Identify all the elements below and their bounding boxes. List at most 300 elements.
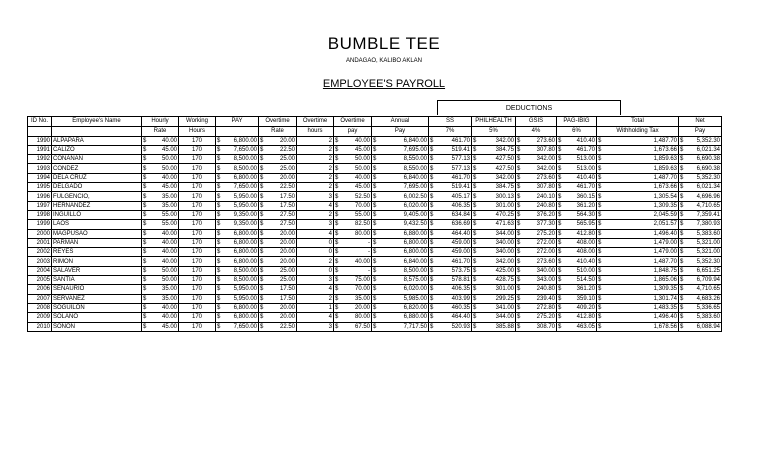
col-subheader xyxy=(28,126,52,136)
pagibig-cell: $ 408.00 xyxy=(557,238,597,247)
philhealth-cell: $ 301.00 xyxy=(472,201,516,210)
ss-cell: $ 577.13 xyxy=(429,164,472,173)
col-header: Total xyxy=(597,117,679,127)
gsis-cell: $ 342.00 xyxy=(516,164,557,173)
ss-cell: $ 577.13 xyxy=(429,155,472,164)
pagibig-cell: $ 359.10 xyxy=(557,294,597,303)
net-pay-cell: $ 6,651.25 xyxy=(679,266,722,275)
name-cell: DELGADO xyxy=(52,183,142,192)
overtime-hours-cell: 3 xyxy=(297,322,334,331)
table-row xyxy=(28,322,722,331)
pay-cell: $ 6,800.00 xyxy=(216,229,259,238)
overtime-rate-cell: $ 27.50 xyxy=(259,210,297,219)
overtime-rate-cell: $ 17.50 xyxy=(259,294,297,303)
col-header: PAY xyxy=(216,117,259,127)
total-tax-cell: $ 1,496.40 xyxy=(597,313,679,322)
ss-cell: $ 519.41 xyxy=(429,145,472,154)
ss-cell: $ 636.69 xyxy=(429,220,472,229)
total-tax-cell: $ 1,487.70 xyxy=(597,136,679,145)
overtime-pay-cell: $ 50.00 xyxy=(334,164,372,173)
hourly-rate-cell: $ 50.00 xyxy=(142,155,179,164)
working-hours-cell: 170 xyxy=(179,303,216,312)
overtime-hours-cell: 2 xyxy=(297,183,334,192)
hourly-rate-cell: $ 35.00 xyxy=(142,294,179,303)
col-subheader: Hours xyxy=(179,126,216,136)
name-cell: SENAURIO xyxy=(52,285,142,294)
name-cell: SONON xyxy=(52,322,142,331)
hourly-rate-cell: $ 40.00 xyxy=(142,248,179,257)
col-subheader: 7% xyxy=(429,126,472,136)
net-pay-cell: $ 4,710.65 xyxy=(679,285,722,294)
annual-pay-cell: $ 8,500.00 xyxy=(372,266,429,275)
table-row xyxy=(28,210,722,219)
pay-cell: $ 8,500.00 xyxy=(216,155,259,164)
id-cell: 2001 xyxy=(28,238,52,247)
pagibig-cell: $ 513.00 xyxy=(557,164,597,173)
total-tax-cell: $ 1,309.35 xyxy=(597,201,679,210)
total-tax-cell: $ 1,496.40 xyxy=(597,229,679,238)
net-pay-cell: $ 5,336.65 xyxy=(679,303,722,312)
col-subheader: Pay xyxy=(679,126,722,136)
ss-cell: $ 405.17 xyxy=(429,192,472,201)
ss-cell: $ 461.70 xyxy=(429,136,472,145)
working-hours-cell: 170 xyxy=(179,257,216,266)
pagibig-cell: $ 410.40 xyxy=(557,136,597,145)
philhealth-cell: $ 344.00 xyxy=(472,229,516,238)
name-cell: LAOS xyxy=(52,220,142,229)
overtime-rate-cell: $ 17.50 xyxy=(259,285,297,294)
name-cell: CONDEZ xyxy=(52,164,142,173)
id-cell: 2008 xyxy=(28,303,52,312)
id-cell: 1998 xyxy=(28,210,52,219)
pay-cell: $ 8,500.00 xyxy=(216,164,259,173)
annual-pay-cell: $ 6,840.00 xyxy=(372,173,429,182)
pagibig-cell: $ 408.00 xyxy=(557,248,597,257)
pay-cell: $ 7,650.00 xyxy=(216,322,259,331)
overtime-pay-cell: $ 40.00 xyxy=(334,257,372,266)
overtime-hours-cell: 4 xyxy=(297,313,334,322)
pagibig-cell: $ 412.80 xyxy=(557,313,597,322)
col-header: Employee's Name xyxy=(52,117,142,127)
hourly-rate-cell: $ 55.00 xyxy=(142,210,179,219)
annual-pay-cell: $ 6,020.00 xyxy=(372,201,429,210)
working-hours-cell: 170 xyxy=(179,183,216,192)
philhealth-cell: $ 425.00 xyxy=(472,266,516,275)
total-tax-cell: $ 1,301.74 xyxy=(597,294,679,303)
working-hours-cell: 170 xyxy=(179,276,216,285)
id-cell: 2010 xyxy=(28,322,52,331)
table-row xyxy=(28,155,722,164)
ss-cell: $ 520.93 xyxy=(429,322,472,331)
id-cell: 1996 xyxy=(28,192,52,201)
pay-cell: $ 6,800.00 xyxy=(216,136,259,145)
company-name: BUMBLE TEE xyxy=(327,34,441,53)
pay-cell: $ 5,950.00 xyxy=(216,201,259,210)
table-row xyxy=(28,294,722,303)
col-subheader: 4% xyxy=(516,126,557,136)
working-hours-cell: 170 xyxy=(179,155,216,164)
gsis-cell: $ 272.00 xyxy=(516,248,557,257)
gsis-cell: $ 342.00 xyxy=(516,155,557,164)
overtime-rate-cell: $ 20.00 xyxy=(259,229,297,238)
table-row xyxy=(28,173,722,182)
gsis-cell: $ 377.30 xyxy=(516,220,557,229)
table-row xyxy=(28,238,722,247)
gsis-cell: $ 307.80 xyxy=(516,183,557,192)
id-cell: 1999 xyxy=(28,220,52,229)
col-subheader: Rate xyxy=(142,126,179,136)
net-pay-cell: $ 5,321.00 xyxy=(679,248,722,257)
hourly-rate-cell: $ 35.00 xyxy=(142,285,179,294)
col-header: PAG-IBIG xyxy=(557,117,597,127)
pagibig-cell: $ 410.40 xyxy=(557,257,597,266)
pay-cell: $ 8,500.00 xyxy=(216,266,259,275)
overtime-hours-cell: 4 xyxy=(297,285,334,294)
philhealth-cell: $ 344.00 xyxy=(472,313,516,322)
net-pay-cell: $ 7,380.93 xyxy=(679,220,722,229)
col-header: GSIS xyxy=(516,117,557,127)
ss-cell: $ 578.81 xyxy=(429,276,472,285)
col-header: Working xyxy=(179,117,216,127)
net-pay-cell: $ 6,690.38 xyxy=(679,155,722,164)
gsis-cell: $ 273.60 xyxy=(516,173,557,182)
name-cell: RIMON xyxy=(52,257,142,266)
annual-pay-cell: $ 6,880.00 xyxy=(372,313,429,322)
col-header: Net xyxy=(679,117,722,127)
ss-cell: $ 459.00 xyxy=(429,248,472,257)
total-tax-cell: $ 1,487.70 xyxy=(597,257,679,266)
overtime-hours-cell: 2 xyxy=(297,173,334,182)
table-row xyxy=(28,201,722,210)
philhealth-cell: $ 340.00 xyxy=(472,238,516,247)
working-hours-cell: 170 xyxy=(179,145,216,154)
col-subheader: 6% xyxy=(557,126,597,136)
overtime-pay-cell: $ 70.00 xyxy=(334,201,372,210)
name-cell: SANTIA xyxy=(52,276,142,285)
overtime-pay-cell: $ 80.00 xyxy=(334,229,372,238)
table-row xyxy=(28,257,722,266)
overtime-pay-cell: $ 40.00 xyxy=(334,136,372,145)
gsis-cell: $ 308.70 xyxy=(516,322,557,331)
payroll-table xyxy=(27,116,722,332)
gsis-cell: $ 340.00 xyxy=(516,266,557,275)
overtime-hours-cell: 2 xyxy=(297,294,334,303)
pagibig-cell: $ 565.95 xyxy=(557,220,597,229)
hourly-rate-cell: $ 50.00 xyxy=(142,266,179,275)
gsis-cell: $ 272.80 xyxy=(516,303,557,312)
col-subheader: 5% xyxy=(472,126,516,136)
table-row xyxy=(28,285,722,294)
overtime-hours-cell: 0 xyxy=(297,266,334,275)
ss-cell: $ 634.84 xyxy=(429,210,472,219)
overtime-rate-cell: $ 20.00 xyxy=(259,313,297,322)
annual-pay-cell: $ 6,800.00 xyxy=(372,238,429,247)
net-pay-cell: $ 6,088.94 xyxy=(679,322,722,331)
net-pay-cell: $ 5,352.30 xyxy=(679,257,722,266)
annual-pay-cell: $ 7,695.00 xyxy=(372,183,429,192)
payroll-body xyxy=(28,136,722,331)
pagibig-cell: $ 412.80 xyxy=(557,229,597,238)
overtime-pay-cell: $ 70.00 xyxy=(334,285,372,294)
hourly-rate-cell: $ 45.00 xyxy=(142,145,179,154)
total-tax-cell: $ 1,305.54 xyxy=(597,192,679,201)
gsis-cell: $ 273.60 xyxy=(516,257,557,266)
overtime-pay-cell: $ 20.00 xyxy=(334,303,372,312)
pay-cell: $ 6,800.00 xyxy=(216,313,259,322)
annual-pay-cell: $ 9,432.50 xyxy=(372,220,429,229)
gsis-cell: $ 275.20 xyxy=(516,229,557,238)
overtime-pay-cell: $ 45.00 xyxy=(334,145,372,154)
overtime-rate-cell: $ 17.50 xyxy=(259,201,297,210)
hourly-rate-cell: $ 40.00 xyxy=(142,303,179,312)
col-subheader xyxy=(52,126,142,136)
col-header: Overtime xyxy=(334,117,372,127)
name-cell: DELA CRUZ xyxy=(52,173,142,182)
id-cell: 1991 xyxy=(28,145,52,154)
working-hours-cell: 170 xyxy=(179,210,216,219)
hourly-rate-cell: $ 40.00 xyxy=(142,257,179,266)
pagibig-cell: $ 361.20 xyxy=(557,285,597,294)
col-header: SS xyxy=(429,117,472,127)
table-row xyxy=(28,145,722,154)
overtime-hours-cell: 2 xyxy=(297,210,334,219)
overtime-hours-cell: 0 xyxy=(297,248,334,257)
overtime-pay-cell: $ 67.50 xyxy=(334,322,372,331)
name-cell: CALIZO xyxy=(52,145,142,154)
working-hours-cell: 170 xyxy=(179,285,216,294)
overtime-pay-cell: $ - xyxy=(334,238,372,247)
col-subheader: hours xyxy=(297,126,334,136)
name-cell: CONANAN xyxy=(52,155,142,164)
total-tax-cell: $ 2,051.57 xyxy=(597,220,679,229)
pagibig-cell: $ 360.15 xyxy=(557,192,597,201)
hourly-rate-cell: $ 40.00 xyxy=(142,313,179,322)
overtime-rate-cell: $ 25.00 xyxy=(259,164,297,173)
overtime-rate-cell: $ 27.50 xyxy=(259,220,297,229)
net-pay-cell: $ 4,696.96 xyxy=(679,192,722,201)
col-subheader: pay xyxy=(334,126,372,136)
gsis-cell: $ 376.20 xyxy=(516,210,557,219)
overtime-rate-cell: $ 22.50 xyxy=(259,145,297,154)
annual-pay-cell: $ 6,020.00 xyxy=(372,285,429,294)
ss-cell: $ 460.35 xyxy=(429,303,472,312)
hourly-rate-cell: $ 50.00 xyxy=(142,276,179,285)
annual-pay-cell: $ 6,840.00 xyxy=(372,257,429,266)
id-cell: 1997 xyxy=(28,201,52,210)
working-hours-cell: 170 xyxy=(179,248,216,257)
overtime-rate-cell: $ 20.00 xyxy=(259,173,297,182)
working-hours-cell: 170 xyxy=(179,164,216,173)
hourly-rate-cell: $ 45.00 xyxy=(142,322,179,331)
name-cell: SOGUILON xyxy=(52,303,142,312)
ss-cell: $ 461.70 xyxy=(429,257,472,266)
overtime-hours-cell: 1 xyxy=(297,303,334,312)
hourly-rate-cell: $ 55.00 xyxy=(142,220,179,229)
pay-cell: $ 6,800.00 xyxy=(216,303,259,312)
name-cell: SOLANO xyxy=(52,313,142,322)
id-cell: 2000 xyxy=(28,229,52,238)
name-cell: SERVANEZ xyxy=(52,294,142,303)
working-hours-cell: 170 xyxy=(179,294,216,303)
gsis-cell: $ 240.10 xyxy=(516,192,557,201)
overtime-hours-cell: 0 xyxy=(297,238,334,247)
id-cell: 2006 xyxy=(28,285,52,294)
overtime-rate-cell: $ 25.00 xyxy=(259,266,297,275)
ss-cell: $ 464.40 xyxy=(429,229,472,238)
pay-cell: $ 7,650.00 xyxy=(216,145,259,154)
total-tax-cell: $ 1,487.70 xyxy=(597,173,679,182)
philhealth-cell: $ 384.75 xyxy=(472,183,516,192)
overtime-pay-cell: $ 45.00 xyxy=(334,183,372,192)
net-pay-cell: $ 6,021.34 xyxy=(679,145,722,154)
col-subheader: Rate xyxy=(259,126,297,136)
annual-pay-cell: $ 7,717.50 xyxy=(372,322,429,331)
total-tax-cell: $ 1,673.66 xyxy=(597,145,679,154)
net-pay-cell: $ 4,710.65 xyxy=(679,201,722,210)
overtime-pay-cell: $ 80.00 xyxy=(334,313,372,322)
philhealth-cell: $ 470.25 xyxy=(472,210,516,219)
ss-cell: $ 459.00 xyxy=(429,238,472,247)
ss-cell: $ 461.70 xyxy=(429,173,472,182)
id-cell: 1992 xyxy=(28,155,52,164)
pagibig-cell: $ 510.00 xyxy=(557,266,597,275)
annual-pay-cell: $ 6,880.00 xyxy=(372,229,429,238)
table-row xyxy=(28,192,722,201)
annual-pay-cell: $ 8,550.00 xyxy=(372,155,429,164)
working-hours-cell: 170 xyxy=(179,136,216,145)
col-subheader: Pay xyxy=(372,126,429,136)
annual-pay-cell: $ 6,002.50 xyxy=(372,192,429,201)
net-pay-cell: $ 5,383.60 xyxy=(679,229,722,238)
gsis-cell: $ 343.00 xyxy=(516,276,557,285)
philhealth-cell: $ 471.63 xyxy=(472,220,516,229)
philhealth-cell: $ 384.75 xyxy=(472,145,516,154)
philhealth-cell: $ 342.00 xyxy=(472,257,516,266)
ss-cell: $ 573.75 xyxy=(429,266,472,275)
gsis-cell: $ 240.80 xyxy=(516,285,557,294)
overtime-rate-cell: $ 25.00 xyxy=(259,155,297,164)
total-tax-cell: $ 1,479.00 xyxy=(597,248,679,257)
overtime-hours-cell: 4 xyxy=(297,201,334,210)
pagibig-cell: $ 463.05 xyxy=(557,322,597,331)
col-header: PHILHEALTH xyxy=(472,117,516,127)
working-hours-cell: 170 xyxy=(179,322,216,331)
col-header: Hourly xyxy=(142,117,179,127)
company-address: ANDAGAO, KALIBO AKLAN xyxy=(345,58,423,64)
net-pay-cell: $ 5,352.30 xyxy=(679,173,722,182)
name-cell: FULGENCIO, xyxy=(52,192,142,201)
hourly-rate-cell: $ 40.00 xyxy=(142,136,179,145)
net-pay-cell: $ 5,321.00 xyxy=(679,238,722,247)
annual-pay-cell: $ 6,800.00 xyxy=(372,248,429,257)
net-pay-cell: $ 6,021.34 xyxy=(679,183,722,192)
philhealth-cell: $ 342.00 xyxy=(472,173,516,182)
hourly-rate-cell: $ 45.00 xyxy=(142,183,179,192)
overtime-rate-cell: $ 25.00 xyxy=(259,276,297,285)
ss-cell: $ 406.35 xyxy=(429,285,472,294)
philhealth-cell: $ 300.13 xyxy=(472,192,516,201)
hourly-rate-cell: $ 40.00 xyxy=(142,229,179,238)
annual-pay-cell: $ 8,575.00 xyxy=(372,276,429,285)
overtime-rate-cell: $ 20.00 xyxy=(259,303,297,312)
name-cell: ALPAPARA xyxy=(52,136,142,145)
annual-pay-cell: $ 5,985.00 xyxy=(372,294,429,303)
id-cell: 1993 xyxy=(28,164,52,173)
ss-cell: $ 519.41 xyxy=(429,183,472,192)
name-cell: MAGPUSAO xyxy=(52,229,142,238)
id-cell: 2007 xyxy=(28,294,52,303)
gsis-cell: $ 272.00 xyxy=(516,238,557,247)
name-cell: SALAVER xyxy=(52,266,142,275)
pagibig-cell: $ 564.30 xyxy=(557,210,597,219)
overtime-pay-cell: $ 55.00 xyxy=(334,210,372,219)
working-hours-cell: 170 xyxy=(179,238,216,247)
name-cell: PARMAN xyxy=(52,238,142,247)
total-tax-cell: $ 1,848.75 xyxy=(597,266,679,275)
overtime-rate-cell: $ 20.00 xyxy=(259,248,297,257)
annual-pay-cell: $ 7,695.00 xyxy=(372,145,429,154)
working-hours-cell: 170 xyxy=(179,201,216,210)
overtime-pay-cell: $ - xyxy=(334,266,372,275)
overtime-pay-cell: $ 82.50 xyxy=(334,220,372,229)
ss-cell: $ 406.35 xyxy=(429,201,472,210)
id-cell: 2003 xyxy=(28,257,52,266)
overtime-hours-cell: 2 xyxy=(297,136,334,145)
pay-cell: $ 9,350.00 xyxy=(216,220,259,229)
col-header: Annual xyxy=(372,117,429,127)
overtime-hours-cell: 4 xyxy=(297,229,334,238)
philhealth-cell: $ 301.00 xyxy=(472,285,516,294)
id-cell: 2005 xyxy=(28,276,52,285)
overtime-hours-cell: 2 xyxy=(297,145,334,154)
pay-cell: $ 7,650.00 xyxy=(216,183,259,192)
annual-pay-cell: $ 8,550.00 xyxy=(372,164,429,173)
ss-cell: $ 464.40 xyxy=(429,313,472,322)
hourly-rate-cell: $ 40.00 xyxy=(142,173,179,182)
working-hours-cell: 170 xyxy=(179,313,216,322)
overtime-rate-cell: $ 17.50 xyxy=(259,192,297,201)
net-pay-cell: $ 5,383.60 xyxy=(679,313,722,322)
total-tax-cell: $ 1,859.63 xyxy=(597,155,679,164)
working-hours-cell: 170 xyxy=(179,229,216,238)
total-tax-cell: $ 1,309.35 xyxy=(597,285,679,294)
pagibig-cell: $ 513.00 xyxy=(557,155,597,164)
hourly-rate-cell: $ 40.00 xyxy=(142,238,179,247)
total-tax-cell: $ 1,479.00 xyxy=(597,238,679,247)
overtime-pay-cell: $ - xyxy=(334,248,372,257)
table-row xyxy=(28,276,722,285)
gsis-cell: $ 307.80 xyxy=(516,145,557,154)
philhealth-cell: $ 340.00 xyxy=(472,248,516,257)
pay-cell: $ 5,950.00 xyxy=(216,294,259,303)
overtime-pay-cell: $ 35.00 xyxy=(334,294,372,303)
total-tax-cell: $ 1,673.66 xyxy=(597,183,679,192)
net-pay-cell: $ 5,352.30 xyxy=(679,136,722,145)
table-row xyxy=(28,220,722,229)
overtime-pay-cell: $ 75.00 xyxy=(334,276,372,285)
pay-cell: $ 6,800.00 xyxy=(216,238,259,247)
table-row xyxy=(28,183,722,192)
total-tax-cell: $ 1,678.56 xyxy=(597,322,679,331)
col-subheader: Withholding Tax xyxy=(597,126,679,136)
col-header: Overtime xyxy=(297,117,334,127)
col-subheader xyxy=(216,126,259,136)
overtime-hours-cell: 2 xyxy=(297,155,334,164)
philhealth-cell: $ 341.00 xyxy=(472,303,516,312)
gsis-cell: $ 275.20 xyxy=(516,313,557,322)
table-row xyxy=(28,266,722,275)
header-row-2 xyxy=(28,126,722,136)
